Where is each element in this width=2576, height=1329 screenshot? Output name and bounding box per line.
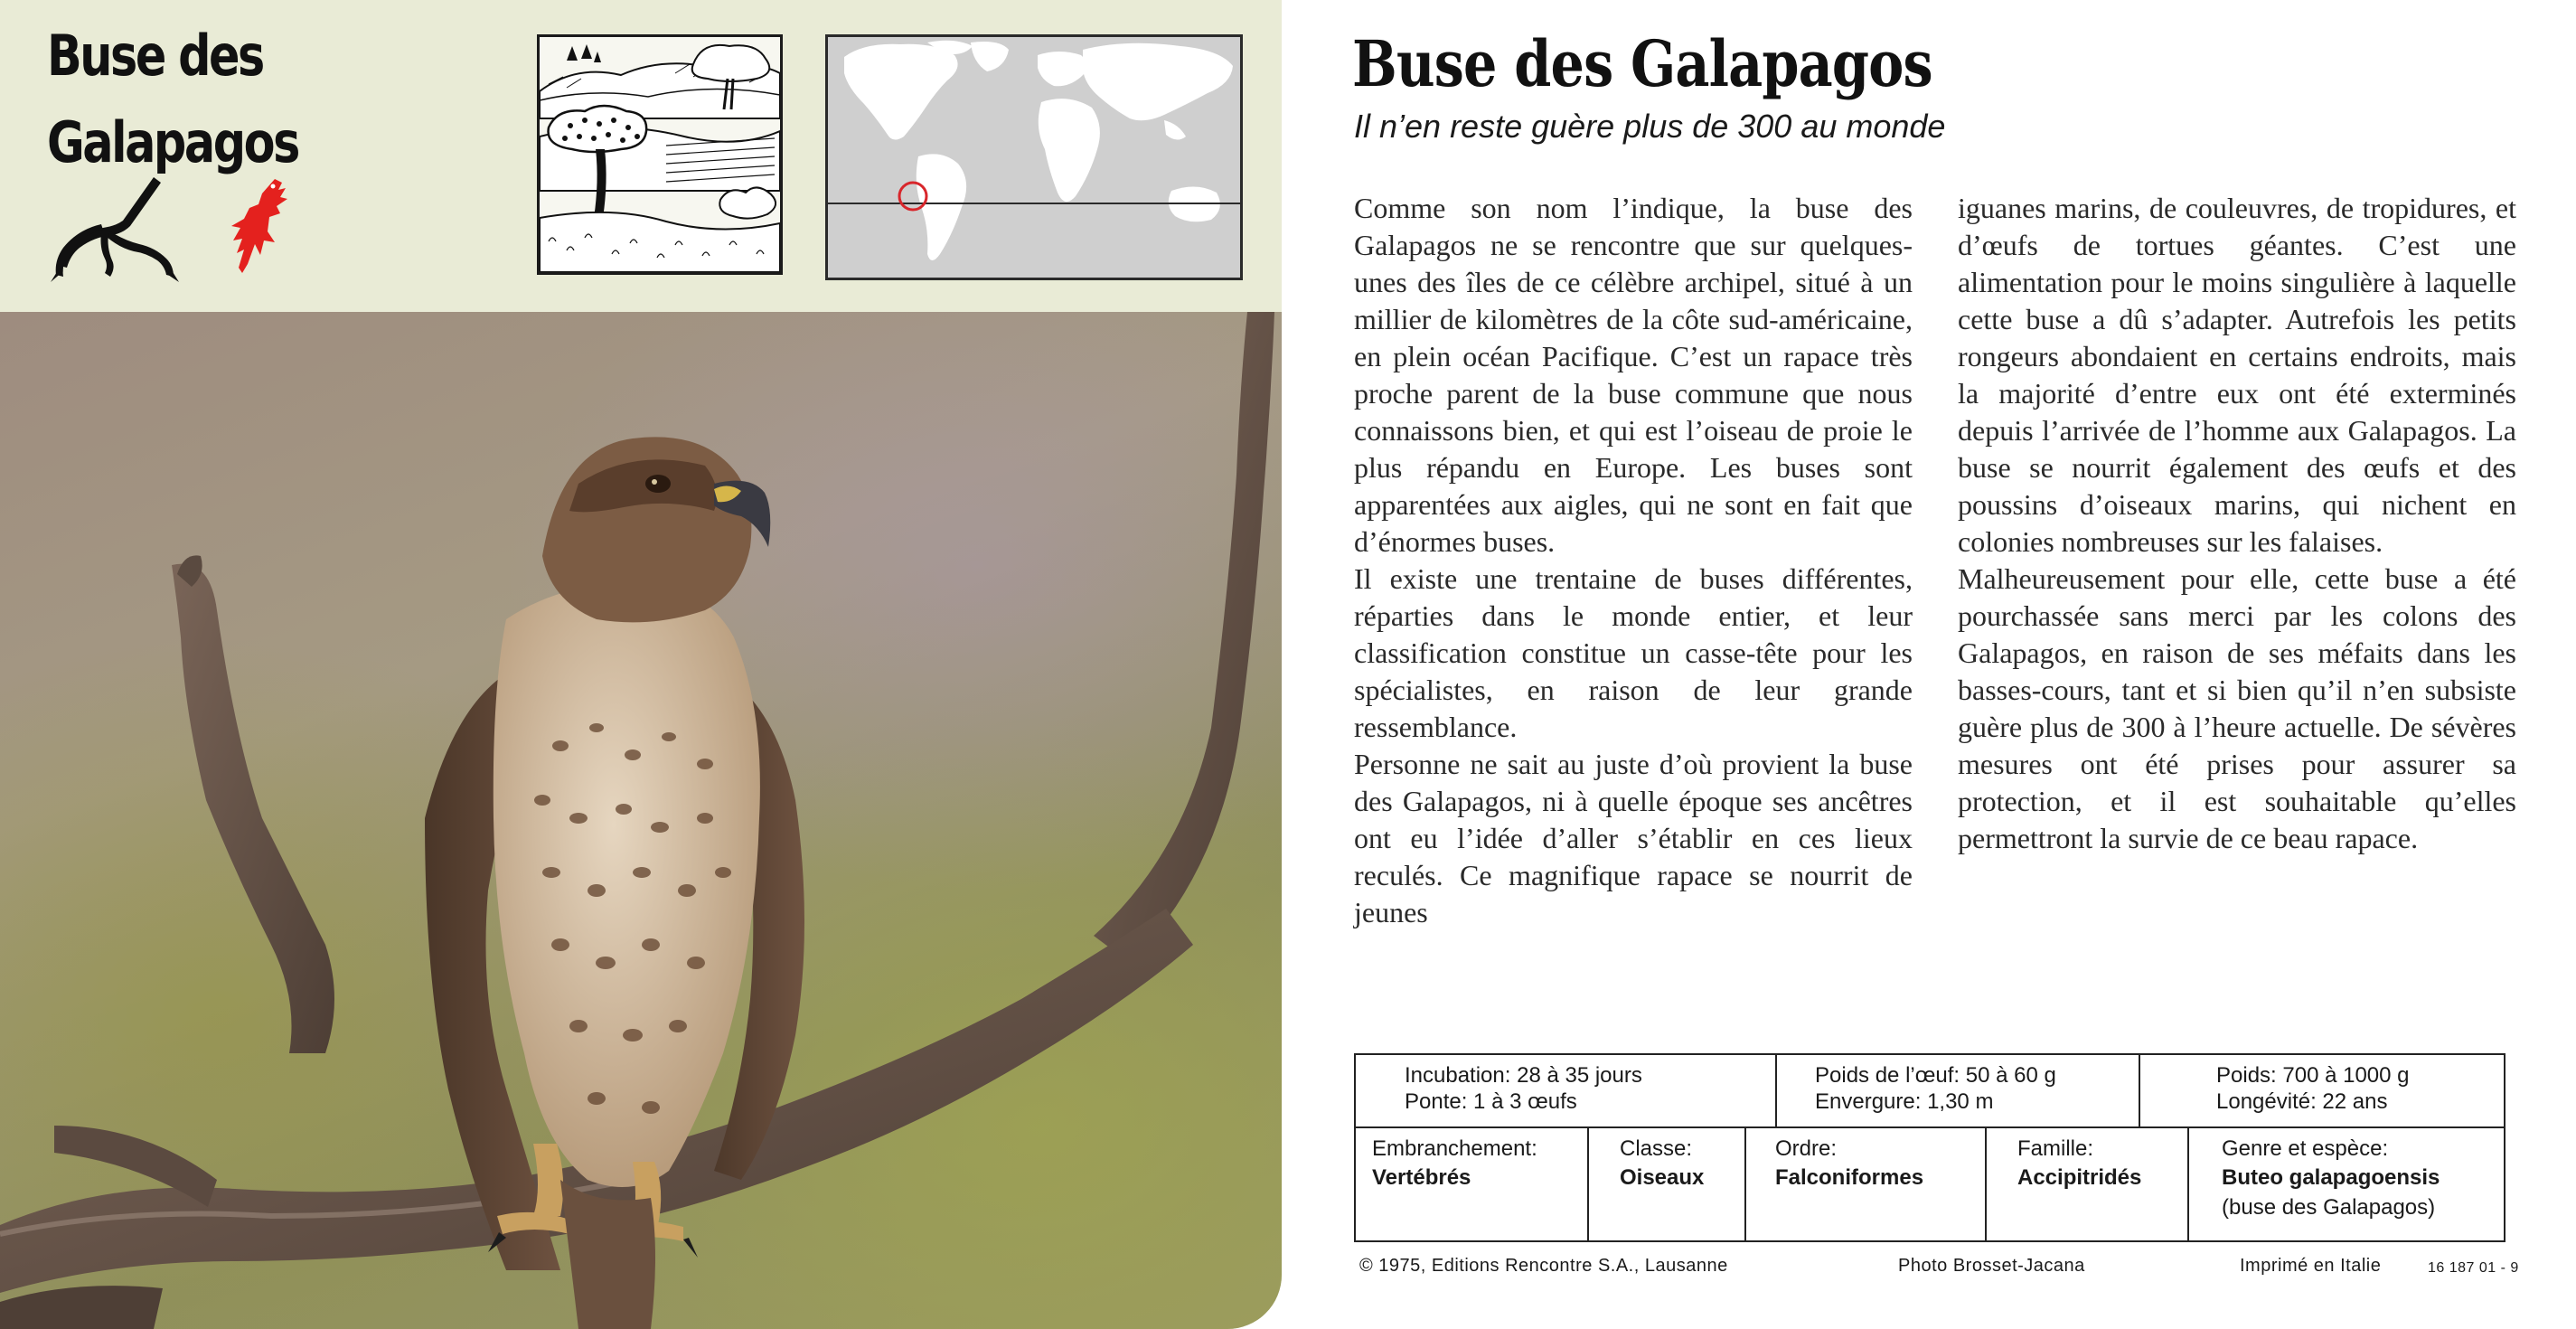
taxonomy-cell-classe [1589,1128,1746,1242]
famille-value: Accipitridés [2017,1165,2142,1190]
classe-value: Oiseaux [1620,1165,1705,1190]
longevity-text: Longévité: 22 ans [2216,1089,2388,1114]
taxonomy-cell-ordre [1746,1128,1987,1242]
facts-row-taxonomy [1356,1128,2504,1242]
world-map-icon [825,34,1243,280]
body-paragraph: Malheureusement pour elle, cette buse a été pourchassée sans merci par les colons des Galapagos, en raison de ses méfaits dans les basses-cours, tant et si bien qu’il n’en subsiste guère plus de 300 à l’heure actuelle. De sévères mesures ont été prises pour assurer sa protection, et il est souhaitable qu’elles permettront la survie de ce beau rapace. [1958,562,2516,854]
embranchement-label: Embranchement: [1372,1136,1537,1161]
body-paragraph: Personne ne sait au juste d’où provient la buse des Galapagos, ni à quelle époque ses ancêtres ont eu l’idée d’aller s’établir en ces lieux reculés. Ce magnifique rapace se nourrit de jeunes [1354,748,1913,928]
card-title [47,13,298,186]
wingspan-text: Envergure: 1,30 m [1815,1089,1994,1114]
genre-note: (buse des Galapagos) [2222,1195,2436,1220]
footer-printed: Imprimé en Italie [2240,1256,2382,1276]
hawk-photo [0,312,1282,1329]
weight-text: Poids: 700 à 1000 g [2216,1063,2410,1088]
footer-code: 16 187 01 - 9 [2428,1260,2519,1276]
facts-row-breeding [1356,1055,2504,1128]
ordre-value: Falconiformes [1775,1165,1924,1190]
embranchement-value: Vertébrés [1372,1165,1471,1190]
classe-label: Classe: [1620,1136,1693,1161]
body-column-2 [1958,190,2516,857]
card-title-line1: Buse des [47,23,263,89]
genre-label: Genre et espèce: [2222,1136,2389,1161]
facts-cell-weight [2140,1055,2504,1126]
body-paragraph: iguanes marins, de couleuvres, de tropidures, et d’œufs de tortues géantes. C’est une alimentation pour le moins singulière à laquelle cette buse a dû s’adapter. Autrefois les petits rongeurs abondaient en certains endroits, mais la majorité d’entre eux ont été exterminés depuis l’arrivée de l’homme aux Galapagos. La buse se nourrit également des œufs et des poussins d’oiseaux marins, qui nichent en colonies nombreuses sur les falaises. [1958,192,2516,558]
habitat-illustration [537,34,783,275]
taxonomy-cell-genre [2189,1128,2504,1242]
red-bird-icon [228,177,293,275]
facts-table [1354,1053,2505,1242]
body-paragraph: Il existe une trentaine de buses différentes, réparties dans le monde entier, et leur classification constitue un casse-tête pour les spécialistes, en raison de leur grande ressemblance. [1354,562,1913,743]
genre-value: Buteo galapagoensis [2222,1165,2440,1190]
card-title-line2: Galapagos [47,109,298,175]
egg-weight-text: Poids de l’œuf: 50 à 60 g [1815,1063,2056,1088]
page-subtitle: Il n’en reste guère plus de 300 au monde [1354,108,1946,145]
footer-copyright: © 1975, Editions Rencontre S.A., Lausanne [1359,1256,1728,1276]
famille-label: Famille: [2017,1136,2094,1161]
page-title: Buse des Galapagos [1352,26,1932,101]
taxonomy-cell-embranchement [1356,1128,1589,1242]
right-card [1282,0,2576,1329]
ponte-text: Ponte: 1 à 3 œufs [1405,1089,1577,1114]
facts-cell-egg [1777,1055,2140,1126]
footer-photo-credit: Photo Brosset-Jacana [1898,1256,2085,1276]
bird-talon-icon [47,170,183,283]
ordre-label: Ordre: [1775,1136,1838,1161]
taxonomy-cell-famille [1987,1128,2189,1242]
body-paragraph: Comme son nom l’indique, la buse des Galapagos ne se rencontre que sur quelques-unes des îles de ce célèbre archipel, situé à un millier de kilomètres de la côte sud-américaine, en plein océan Pacifique. C’est un rapace très proche parent de la buse commune que nous connaissons bien, et qui est l’oiseau de proie le plus répandu en Europe. Les buses sont apparentées aux aigles, qui ne sont en fait que d’énormes buses. [1354,192,1913,558]
left-card [0,0,1282,1329]
facts-cell-incubation [1356,1055,1777,1126]
incubation-text: Incubation: 28 à 35 jours [1405,1063,1642,1088]
body-column-1 [1354,190,1913,931]
